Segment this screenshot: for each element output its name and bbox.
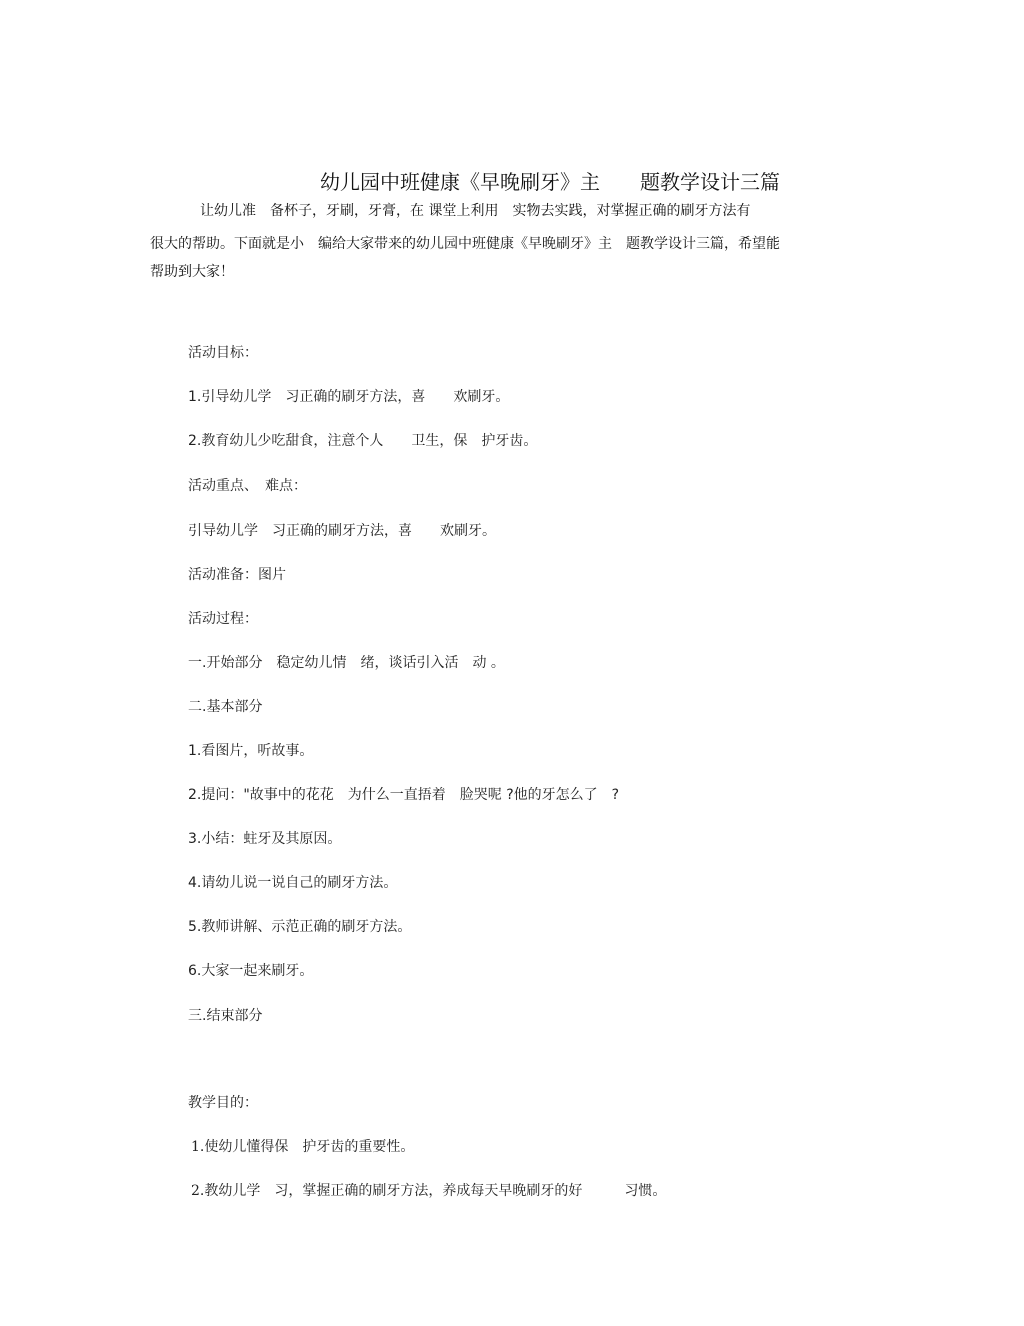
section1-step-3: 3.小结：蛀牙及其原因。	[188, 831, 342, 847]
section1-preparation: 活动准备：图片	[188, 567, 286, 583]
section1-goals-heading: 活动目标：	[188, 345, 258, 361]
section1-part-1: 一.开始部分 稳定幼儿情 绪，谈话引入活 动 。	[188, 655, 505, 671]
section1-step-5: 5.教师讲解、示范正确的刷牙方法。	[188, 919, 412, 935]
section1-step-4: 4.请幼儿说一说自己的刷牙方法。	[188, 875, 398, 891]
section1-step-2: 2.提问："故事中的花花 为什么一直捂着 脸哭呢 ?他的牙怎么了 ?	[188, 787, 620, 803]
intro-line-1: 让幼儿准 备杯子，牙刷，牙膏，在 课堂上利用 实物去实践，对掌握正确的刷牙方法有	[200, 203, 751, 219]
section1-goal-2: 2.教育幼儿少吃甜食，注意个人 卫生，保 护牙齿。	[188, 433, 538, 449]
section1-goal-1: 1.引导幼儿学 习正确的刷牙方法，喜 欢刷牙。	[188, 389, 510, 405]
section1-part-2: 二.基本部分	[188, 699, 263, 715]
section1-process-heading: 活动过程：	[188, 611, 258, 627]
section1-key-points: 引导幼儿学 习正确的刷牙方法，喜 欢刷牙。	[188, 523, 496, 539]
section2-goals-heading: 教学目的：	[188, 1095, 258, 1111]
section1-part-3: 三.结束部分	[188, 1008, 263, 1024]
section1-step-1: 1.看图片，听故事。	[188, 743, 314, 759]
intro-line-2: 很大的帮助。下面就是小 编给大家带来的幼儿园中班健康《早晚刷牙》主 题教学设计三篇，希望能	[150, 236, 780, 252]
section2-goal-1: 1.使幼儿懂得保 护牙齿的重要性。	[191, 1139, 415, 1155]
document-title: 幼儿园中班健康《早晚刷牙》主 题教学设计三篇	[320, 170, 780, 194]
section2-goal-2: 2.教幼儿学 习，掌握正确的刷牙方法，养成每天早晚刷牙的好 习惯。	[191, 1183, 667, 1199]
section1-step-6: 6.大家一起来刷牙。	[188, 963, 314, 979]
intro-line-3: 帮助到大家！	[150, 264, 234, 280]
section1-key-points-heading: 活动重点、 难点：	[188, 478, 307, 494]
